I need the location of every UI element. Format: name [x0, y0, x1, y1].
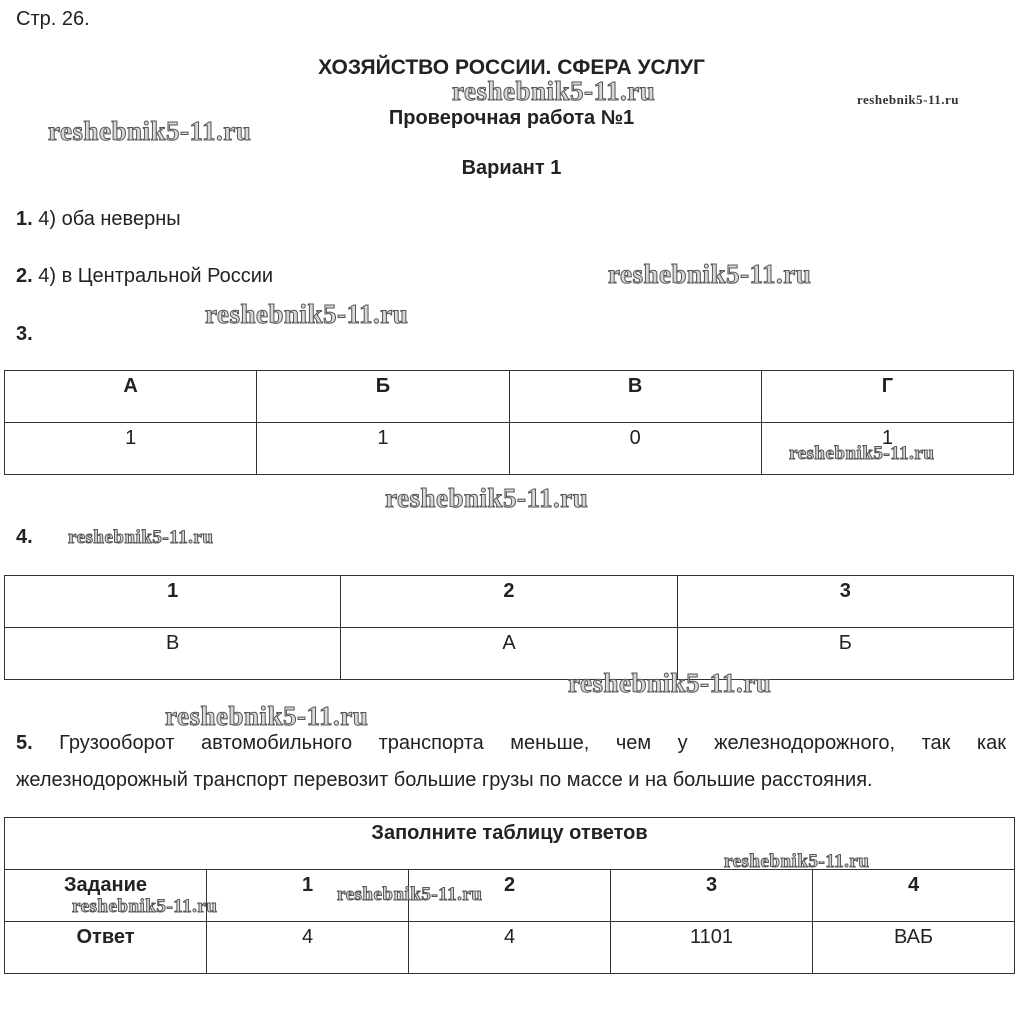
watermark: reshebnik5-11.ru	[72, 896, 218, 917]
watermark: reshebnik5-11.ru	[205, 299, 409, 329]
answer-value-cell: 1101	[611, 922, 813, 974]
table4-header-cell: 2	[341, 576, 677, 628]
table4-value-cell: В	[5, 628, 341, 680]
table3-header-cell: Б	[257, 371, 509, 423]
watermark: reshebnik5-11.ru	[452, 76, 656, 106]
answer-2-number: 2.	[16, 265, 33, 287]
task-number-cell: 1	[207, 870, 409, 922]
page-number: Стр. 26.	[16, 8, 90, 30]
answer-value-cell: 4	[409, 922, 611, 974]
answer-1-text: 4) оба неверны	[32, 208, 181, 230]
watermark: reshebnik5-11.ru	[857, 92, 960, 107]
task-row-label: Задание	[5, 870, 207, 922]
watermark: reshebnik5-11.ru	[789, 443, 935, 464]
answer-5-number: 5.	[16, 732, 33, 754]
table3-value-cell: 0	[509, 423, 761, 475]
answer-2-text: 4) в Центральной России	[32, 265, 274, 287]
answer-5-line-2: железнодорожный транспорт перевозит большие грузы по массе и на большие расстояния.	[16, 769, 873, 791]
answer-2	[16, 265, 273, 288]
answer-value-cell: ВАБ	[813, 922, 1015, 974]
answer-4	[16, 526, 33, 549]
answer-1-number: 1.	[16, 208, 33, 230]
watermark: reshebnik5-11.ru	[337, 884, 483, 905]
task-number-cell: 3	[611, 870, 813, 922]
table3-header-cell: В	[509, 371, 761, 423]
watermark: reshebnik5-11.ru	[724, 851, 870, 872]
answer-5-line-1	[16, 732, 1006, 755]
watermark: reshebnik5-11.ru	[608, 259, 812, 289]
watermark: reshebnik5-11.ru	[48, 116, 252, 146]
table-row	[5, 371, 1014, 423]
task-number-cell: 4	[813, 870, 1015, 922]
watermark: reshebnik5-11.ru	[68, 527, 214, 548]
page-title: ХОЗЯЙСТВО РОССИИ. СФЕРА УСЛУГ	[318, 56, 705, 79]
answer-3	[16, 323, 33, 346]
table4-header-cell: 3	[677, 576, 1013, 628]
table3-value-cell: 1	[5, 423, 257, 475]
table4-value-cell: Б	[677, 628, 1013, 680]
table4-header-cell: 1	[5, 576, 341, 628]
answer-4-number: 4.	[16, 526, 33, 548]
watermark: reshebnik5-11.ru	[568, 668, 772, 698]
table4-value-cell: А	[341, 628, 677, 680]
answer-row-label: Ответ	[5, 922, 207, 974]
summary-table-title: Заполните таблицу ответов	[5, 818, 1015, 870]
table3-value-cell: 1	[257, 423, 509, 475]
table3-header-cell: Г	[761, 371, 1013, 423]
answer-5-text: Грузооборот автомобильного транспорта меньше, чем у железнодорожного, так как	[32, 732, 1006, 754]
answer-1	[16, 208, 181, 231]
watermark: reshebnik5-11.ru	[165, 701, 369, 731]
answer-value-cell: 4	[207, 922, 409, 974]
variant-label: Вариант 1	[461, 157, 562, 179]
watermark: reshebnik5-11.ru	[385, 483, 589, 513]
table-row	[5, 628, 1014, 680]
table3-header-cell: А	[5, 371, 257, 423]
table-row	[5, 576, 1014, 628]
task-number-cell: 2	[409, 870, 611, 922]
answer-3-number: 3.	[16, 323, 33, 345]
work-subtitle: Проверочная работа №1	[388, 107, 635, 129]
table-row	[5, 922, 1015, 974]
answer-4-table	[4, 575, 1014, 680]
table3-value-cell: 1	[761, 423, 1013, 475]
